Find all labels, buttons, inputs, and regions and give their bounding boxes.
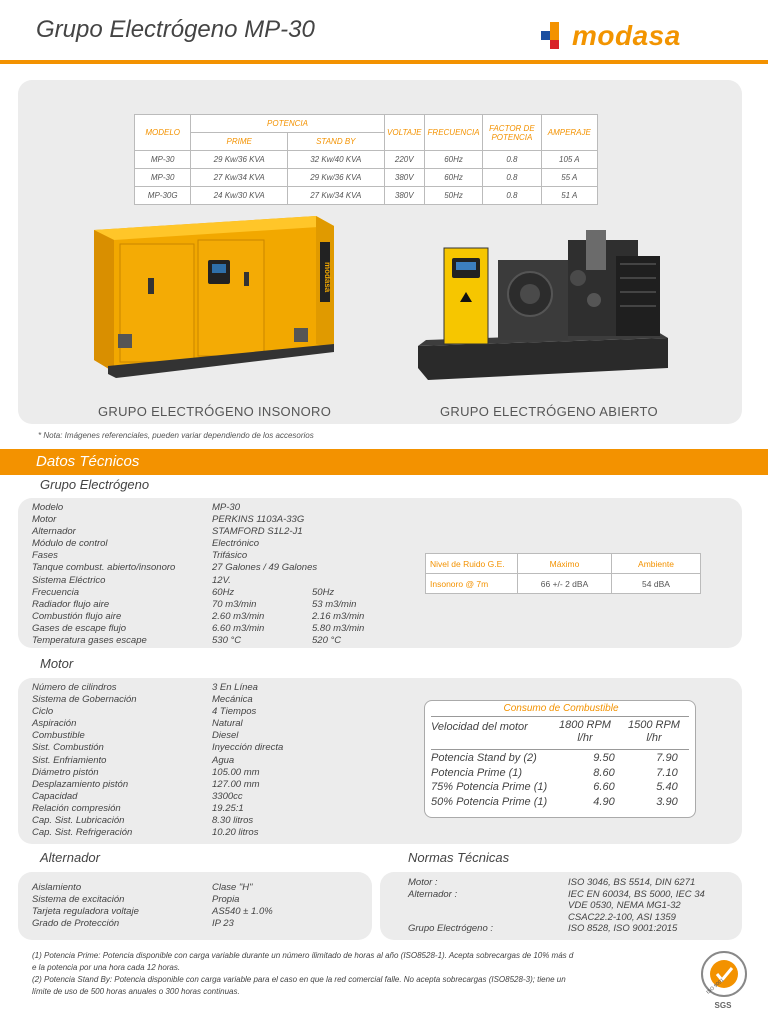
list-item	[32, 730, 312, 742]
noise-ambiente-value: 54 dBA	[612, 574, 701, 594]
fuel-consumption-box	[424, 700, 696, 818]
list-item	[32, 706, 312, 718]
spec-key: Fases	[32, 550, 58, 562]
fuel-divider	[431, 749, 689, 750]
list-item	[32, 514, 364, 526]
brand-name: modasa	[572, 20, 681, 51]
fuel-row-1800: 6.60	[593, 781, 615, 793]
fuel-row-label: 50% Potencia Prime (1)	[431, 795, 548, 808]
fuel-rows	[431, 752, 697, 810]
cell-prime: 29 Kw/36 KVA	[191, 151, 288, 169]
spec-value: IP 23	[212, 918, 234, 930]
spec-key: Módulo de control	[32, 538, 108, 550]
spec-key: Relación compresión	[32, 802, 121, 814]
list-item	[408, 912, 705, 924]
noise-col-maximo: Máximo	[518, 554, 612, 574]
spec-key: Tanque combust. abierto/insonoro	[32, 562, 176, 574]
generator-abierto-image	[418, 228, 668, 380]
fuel-row-1500: 7.90	[656, 752, 678, 764]
spec-key: Diámetro pistón	[32, 766, 99, 778]
list-item	[32, 538, 364, 550]
normas-value: ISO 8528, ISO 9001:2015	[568, 923, 678, 934]
spec-key: Cap. Sist. Refrigeración	[32, 827, 133, 839]
list-item	[32, 599, 364, 611]
spec-key: Sist. Combustión	[32, 742, 104, 754]
col-voltaje: VOLTAJE	[384, 115, 424, 151]
spec-key: Sistema Eléctrico	[32, 574, 106, 586]
cell-amperaje: 105 A	[541, 151, 597, 169]
col-factor: FACTOR DE POTENCIA	[483, 115, 541, 151]
table-row	[431, 752, 697, 767]
list-item	[32, 779, 312, 791]
iso-certification-seal-icon	[694, 946, 752, 1012]
list-item	[32, 587, 364, 599]
spec-key: Desplazamiento pistón	[32, 778, 129, 790]
cell-amperaje: 55 A	[541, 169, 597, 187]
fuel-speed-label: Velocidad del motor	[431, 721, 528, 733]
spec-value-50hz: 5.80 m3/min	[312, 622, 365, 634]
col-modelo: MODELO	[135, 115, 191, 151]
list-item	[408, 923, 705, 935]
spec-value: 127.00 mm	[212, 778, 260, 790]
motor-section-title: Motor	[40, 656, 74, 671]
list-item	[32, 635, 364, 647]
list-item	[32, 894, 312, 906]
cert-sgs-label: SGS	[714, 1001, 732, 1010]
spec-value-60hz: 60Hz	[212, 586, 235, 598]
fuel-row-label: Potencia Prime (1)	[431, 766, 523, 779]
normas-value: IEC EN 60034, BS 5000, IEC 34	[568, 888, 705, 900]
footnotes	[32, 950, 696, 998]
fuel-unit-1500: l/hr	[646, 732, 662, 744]
cell-frecuencia: 50Hz	[424, 187, 482, 205]
normas-key: Alternador :	[408, 888, 458, 900]
cabinet-brand: modasa	[323, 262, 332, 293]
brand-logo	[536, 20, 736, 56]
spec-value: PERKINS 1103A-33G	[212, 514, 305, 526]
list-item	[32, 791, 312, 803]
footnote-2a: (2) Potencia Stand By: Potencia disponible con carga variable para el caso en que la red comercial falle. No acepta sobrecargas (ISO8528-3); tiene un	[32, 975, 566, 984]
cell-voltaje: 220V	[384, 151, 424, 169]
spec-key: Sistema de Gobernación	[32, 694, 137, 706]
cell-prime: 27 Kw/34 KVA	[191, 169, 288, 187]
footnote-1b: e la potencia por una hora cada 12 horas.	[32, 963, 181, 972]
spec-value: 27 Galones / 49 Galones	[212, 562, 318, 574]
cell-standby: 29 Kw/36 KVA	[287, 169, 384, 187]
list-item	[408, 889, 705, 901]
datos-tecnicos-band	[0, 449, 768, 475]
spec-key: Tarjeta reguladora voltaje	[32, 906, 139, 918]
normas-value: CSAC22.2-100, ASI 1359	[568, 911, 676, 923]
generator-insonoro-image	[88, 212, 336, 382]
page-title: Grupo Electrógeno MP-30	[36, 16, 315, 43]
cell-modelo: MP-30	[135, 169, 191, 187]
spec-value: Clase "H"	[212, 882, 253, 893]
header-rule	[0, 60, 768, 64]
list-item	[32, 694, 312, 706]
list-item	[32, 803, 312, 815]
fuel-divider	[431, 716, 689, 717]
motor-specs	[32, 682, 312, 839]
list-item	[32, 918, 312, 930]
col-standby: STAND BY	[287, 133, 384, 151]
spec-value-50hz: 53 m3/min	[312, 598, 357, 610]
table-row	[431, 781, 697, 796]
list-item	[32, 526, 364, 538]
spec-value: AS540 ± 1.0%	[212, 906, 273, 918]
cert-iso-label: ISO 9001	[705, 977, 726, 996]
fuel-row-1800: 4.90	[593, 795, 615, 808]
spec-value: Electrónico	[212, 538, 259, 550]
spec-value-50hz: 50Hz	[312, 586, 335, 598]
fuel-row-1800: 9.50	[593, 752, 615, 764]
list-item	[32, 767, 312, 779]
spec-value-60hz: 2.60 m3/min	[212, 610, 265, 622]
fuel-rpm-1800: 1800 RPM	[559, 719, 611, 731]
noise-maximo-value: 66 +/- 2 dBA	[518, 574, 612, 594]
table-row	[431, 767, 697, 782]
footnote-1a: (1) Potencia Prime: Potencia disponible con carga variable durante un número ilimitado de horas al año (ISO8528-1). Acepta sobrecargas de 10% más d	[32, 951, 574, 960]
table-row	[135, 151, 598, 169]
spec-value: Mecánica	[212, 694, 253, 706]
cell-modelo: MP-30	[135, 151, 191, 169]
fuel-unit-1800: l/hr	[577, 732, 593, 744]
spec-key: Aspiración	[32, 718, 77, 730]
fuel-col-1500	[621, 719, 687, 745]
col-potencia: POTENCIA	[191, 115, 384, 133]
fuel-title: Consumo de Combustible	[503, 703, 619, 714]
fuel-row-1800: 8.60	[593, 766, 615, 779]
alternador-section-title: Alternador	[40, 850, 100, 865]
spec-value: MP-30	[212, 502, 240, 513]
spec-key: Alternador	[32, 526, 76, 538]
insonoro-caption: GRUPO ELECTRÓGENO INSONORO	[98, 404, 332, 419]
spec-key: Aislamiento	[32, 882, 82, 893]
list-item	[32, 550, 364, 562]
spec-key: Motor	[32, 514, 57, 526]
spec-key: Sistema de excitación	[32, 894, 125, 906]
spec-value: 19.25:1	[212, 802, 244, 814]
spec-value: 4 Tiempos	[212, 706, 257, 718]
list-item	[32, 827, 312, 839]
normas-list	[408, 877, 705, 935]
fuel-row-1500: 3.90	[656, 795, 678, 808]
col-prime: PRIME	[191, 133, 288, 151]
cell-standby: 27 Kw/34 KVA	[287, 187, 384, 205]
spec-key: Grado de Protección	[32, 918, 120, 930]
spec-key: Capacidad	[32, 790, 78, 802]
list-item	[32, 623, 364, 635]
spec-value: 12V.	[212, 574, 231, 586]
table-row	[431, 796, 697, 811]
abierto-caption: GRUPO ELECTRÓGENO ABIERTO	[440, 404, 658, 419]
spec-value: Natural	[212, 718, 243, 730]
spec-value: Trifásico	[212, 550, 248, 562]
list-item	[32, 882, 312, 894]
fuel-row-1500: 5.40	[656, 781, 678, 793]
normas-section-title: Normas Técnicas	[408, 850, 510, 865]
list-item	[32, 611, 364, 623]
fuel-row-1500: 7.10	[656, 766, 678, 779]
alternador-specs	[32, 882, 312, 930]
grupo-section-title: Grupo Electrógeno	[40, 477, 150, 492]
spec-key: Número de cilindros	[32, 682, 117, 693]
fuel-rpm-1500: 1500 RPM	[628, 719, 680, 731]
normas-value: VDE 0530, NEMA MG1-32	[568, 900, 681, 911]
fuel-row-label: Potencia Stand by (2)	[431, 752, 537, 764]
spec-key: Cap. Sist. Lubricación	[32, 815, 125, 827]
datos-tecnicos-title: Datos Técnicos	[36, 453, 140, 470]
list-item	[32, 906, 312, 918]
noise-col-ambiente: Ambiente	[612, 554, 701, 574]
spec-value: STAMFORD S1L2-J1	[212, 526, 303, 538]
spec-key: Temperatura gases escape	[32, 635, 147, 647]
list-item	[32, 562, 364, 574]
list-item	[32, 718, 312, 730]
noise-table	[425, 553, 701, 594]
list-item	[32, 815, 312, 827]
spec-value: 3300cc	[212, 790, 243, 802]
cell-frecuencia: 60Hz	[424, 151, 482, 169]
spec-value: 3 En Línea	[212, 682, 258, 693]
fuel-row-label: 75% Potencia Prime (1)	[431, 781, 548, 793]
cell-factor: 0.8	[483, 187, 541, 205]
cell-modelo: MP-30G	[135, 187, 191, 205]
col-frecuencia: FRECUENCIA	[424, 115, 482, 151]
spec-key: Ciclo	[32, 706, 54, 718]
spec-key: Radiador flujo aire	[32, 598, 110, 610]
header	[0, 0, 768, 66]
spec-value: Agua	[212, 754, 235, 766]
list-item	[32, 742, 312, 754]
spec-value: 10.20 litros	[212, 827, 259, 839]
modasa-logo-icon	[536, 20, 572, 56]
spec-value: Diesel	[212, 730, 239, 742]
spec-key: Sist. Enfriamiento	[32, 754, 107, 766]
cell-factor: 0.8	[483, 151, 541, 169]
spec-value: Inyección directa	[212, 742, 284, 754]
table-row	[135, 169, 598, 187]
list-item	[32, 755, 312, 767]
spec-key: Combustible	[32, 730, 85, 742]
footnote-2b: límite de uso de 500 horas anuales o 300 horas continuas.	[32, 987, 240, 996]
spec-value: 105.00 mm	[212, 766, 260, 778]
spec-table	[134, 114, 598, 205]
spec-value-50hz: 520 °C	[312, 635, 342, 647]
noise-label-1: Nivel de Ruido G.E.	[426, 554, 518, 574]
spec-value: 8.30 litros	[212, 815, 254, 827]
spec-value-60hz: 6.60 m3/min	[212, 622, 265, 634]
normas-key: Grupo Electrógeno :	[408, 923, 494, 934]
fuel-col-1800	[553, 719, 617, 745]
grupo-specs	[32, 502, 364, 647]
cell-prime: 24 Kw/30 KVA	[191, 187, 288, 205]
spec-key: Frecuencia	[32, 586, 79, 598]
col-amperaje: AMPERAJE	[541, 115, 597, 151]
list-item	[408, 877, 705, 889]
spec-key: Modelo	[32, 502, 64, 513]
list-item	[32, 502, 364, 514]
cell-voltaje: 380V	[384, 187, 424, 205]
image-note: * Nota: Imágenes referenciales, pueden variar dependiendo de los accesorios	[38, 431, 314, 440]
normas-value: ISO 3046, BS 5514, DIN 6271	[568, 877, 696, 888]
spec-key: Gases de escape flujo	[32, 622, 127, 634]
cell-standby: 32 Kw/40 KVA	[287, 151, 384, 169]
list-item	[32, 575, 364, 587]
normas-key: Motor :	[408, 877, 438, 888]
spec-value: Propia	[212, 894, 240, 906]
cell-amperaje: 51 A	[541, 187, 597, 205]
spec-value-60hz: 530 °C	[212, 635, 242, 647]
cell-voltaje: 380V	[384, 169, 424, 187]
spec-value-60hz: 70 m3/min	[212, 598, 257, 610]
noise-label-2: Insonoro @ 7m	[426, 574, 518, 594]
cell-factor: 0.8	[483, 169, 541, 187]
table-row	[135, 187, 598, 205]
spec-value-50hz: 2.16 m3/min	[312, 610, 365, 622]
spec-key: Combustión flujo aire	[32, 610, 122, 622]
list-item	[32, 682, 312, 694]
list-item	[408, 900, 705, 912]
cell-frecuencia: 60Hz	[424, 169, 482, 187]
